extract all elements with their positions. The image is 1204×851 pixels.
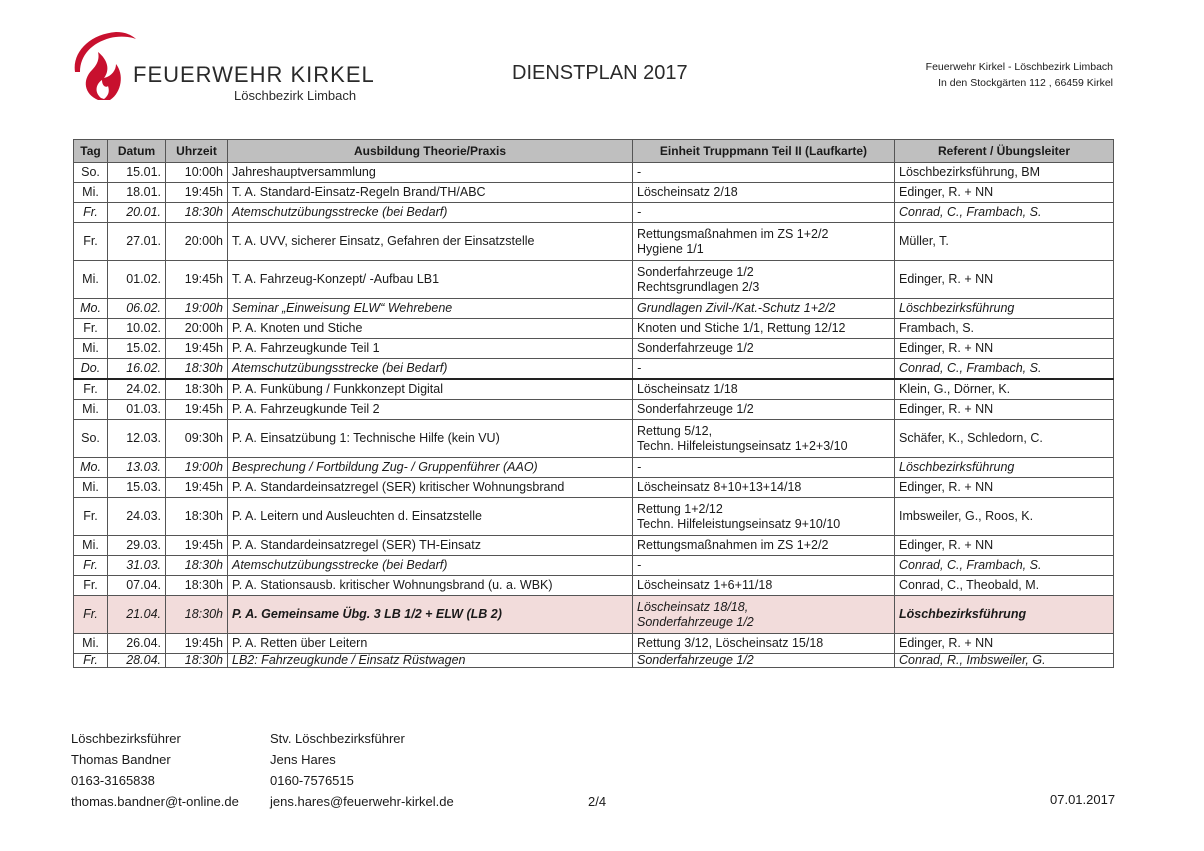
cell-ausbildung: Atemschutzübungsstrecke (bei Bedarf) [228,203,633,223]
cell-referent: Edinger, R. + NN [895,183,1114,203]
einheit-line-1: Grundlagen Zivil-/Kat.-Schutz 1+2/2 [637,301,836,315]
cell-einheit [633,556,895,576]
einheit-line-1: Knoten und Stiche 1/1, Rettung 12/12 [637,321,846,335]
einheit-line-1: - [637,205,642,219]
table-row [74,319,1114,339]
cell-ausbildung: Atemschutzübungsstrecke (bei Bedarf) [228,556,633,576]
cell-datum: 12.03. [108,420,166,458]
cell-einheit [633,359,895,380]
table-row [74,478,1114,498]
einheit-line-1: - [637,558,642,572]
cell-einheit [633,596,895,634]
cell-tag: Fr. [74,223,108,261]
cell-einheit [633,634,895,654]
table-row [74,299,1114,319]
cell-referent: Edinger, R. + NN [895,634,1114,654]
cell-tag: Fr. [74,498,108,536]
cell-ausbildung: P. A. Gemeinsame Übg. 3 LB 1/2 + ELW (LB 2) [228,596,633,634]
cell-referent: Löschbezirksführung [895,458,1114,478]
table-header-row [74,140,1114,163]
column-header-einheit: Einheit Truppmann Teil II (Laufkarte) [633,140,895,163]
cell-datum: 16.02. [108,359,166,380]
cell-datum: 10.02. [108,319,166,339]
cell-tag: Mo. [74,458,108,478]
einheit-line-2: Rechtsgrundlagen 2/3 [637,279,760,294]
cell-tag: Mi. [74,536,108,556]
cell-einheit [633,400,895,420]
cell-referent: Edinger, R. + NN [895,536,1114,556]
cell-einheit [633,458,895,478]
column-header-referent: Referent / Übungsleiter [895,140,1114,163]
table-row [74,654,1114,668]
page-number: 2/4 [588,794,607,809]
cell-referent: Edinger, R. + NN [895,478,1114,498]
einheit-line-1: - [637,460,642,474]
cell-datum: 24.03. [108,498,166,536]
cell-tag: Fr. [74,556,108,576]
cell-datum: 07.04. [108,576,166,596]
cell-ausbildung: P. A. Stationsausb. kritischer Wohnungsbrand (u. a. WBK) [228,576,633,596]
org-name: FEUERWEHR KIRKEL [133,62,375,87]
cell-ausbildung: P. A. Leitern und Ausleuchten d. Einsatzstelle [228,498,633,536]
einheit-line-2: Techn. Hilfeleistungseinsatz 9+10/10 [637,516,841,531]
table-row [74,163,1114,183]
cell-einheit [633,478,895,498]
table-row [74,576,1114,596]
table-row [74,498,1114,536]
cell-datum: 31.03. [108,556,166,576]
cell-uhrzeit: 20:00h [166,223,228,261]
cell-ausbildung: LB2: Fahrzeugkunde / Einsatz Rüstwagen [228,654,633,668]
cell-einheit [633,420,895,458]
cell-ausbildung: P. A. Fahrzeugkunde Teil 1 [228,339,633,359]
cell-datum: 26.04. [108,634,166,654]
table-row [74,556,1114,576]
table-row [74,339,1114,359]
cell-tag: Fr. [74,596,108,634]
einheit-line-1: Rettung 3/12, Löscheinsatz 15/18 [637,636,824,650]
column-header-datum: Datum [108,140,166,163]
address-line-2: In den Stockgärten 112 , 66459 Kirkel [938,77,1113,89]
einheit-line-1: Rettungsmaßnahmen im ZS 1+2/2 [637,538,829,552]
cell-uhrzeit: 18:30h [166,359,228,380]
document-date: 07.01.2017 [1050,792,1116,807]
cell-einheit [633,163,895,183]
einheit-line-1: Sonderfahrzeuge 1/2 [637,402,754,416]
cell-referent: Frambach, S. [895,319,1114,339]
table-row [74,420,1114,458]
cell-einheit [633,498,895,536]
cell-einheit [633,536,895,556]
cell-ausbildung: P. A. Einsatzübung 1: Technische Hilfe (kein VU) [228,420,633,458]
cell-uhrzeit: 19:45h [166,261,228,299]
cell-uhrzeit: 19:45h [166,536,228,556]
deputy-title: Stv. Löschbezirksführer [270,731,405,746]
cell-ausbildung: P. A. Standardeinsatzregel (SER) kritischer Wohnungsbrand [228,478,633,498]
cell-tag: Mi. [74,634,108,654]
cell-tag: Fr. [74,379,108,400]
cell-ausbildung: P. A. Retten über Leitern [228,634,633,654]
table-row [74,596,1114,634]
cell-datum: 15.01. [108,163,166,183]
einheit-line-1: - [637,165,642,179]
cell-uhrzeit: 19:00h [166,458,228,478]
cell-referent: Edinger, R. + NN [895,261,1114,299]
cell-datum: 15.03. [108,478,166,498]
cell-datum: 18.01. [108,183,166,203]
cell-tag: Mi. [74,478,108,498]
cell-uhrzeit: 20:00h [166,319,228,339]
cell-einheit [633,654,895,668]
cell-datum: 24.02. [108,379,166,400]
cell-einheit [633,319,895,339]
page-title: DIENSTPLAN 2017 [512,62,688,84]
cell-ausbildung: P. A. Standardeinsatzregel (SER) TH-Einsatz [228,536,633,556]
cell-referent: Klein, G., Dörner, K. [895,379,1114,400]
cell-ausbildung: T. A. Fahrzeug-Konzept/ -Aufbau LB1 [228,261,633,299]
cell-uhrzeit: 19:45h [166,478,228,498]
cell-referent: Imbsweiler, G., Roos, K. [895,498,1114,536]
cell-uhrzeit: 19:00h [166,299,228,319]
cell-einheit [633,339,895,359]
cell-datum: 13.03. [108,458,166,478]
cell-datum: 06.02. [108,299,166,319]
cell-ausbildung: T. A. UVV, sicherer Einsatz, Gefahren der Einsatzstelle [228,223,633,261]
cell-referent: Müller, T. [895,223,1114,261]
cell-referent: Conrad, C., Frambach, S. [895,359,1114,380]
cell-datum: 20.01. [108,203,166,223]
cell-datum: 01.03. [108,400,166,420]
cell-ausbildung: T. A. Standard-Einsatz-Regeln Brand/TH/ABC [228,183,633,203]
cell-ausbildung: P. A. Fahrzeugkunde Teil 2 [228,400,633,420]
cell-tag: Fr. [74,203,108,223]
deputy-email: jens.hares@feuerwehr-kirkel.de [270,794,454,809]
table-row [74,203,1114,223]
column-header-uhrzeit: Uhrzeit [166,140,228,163]
leader-email: thomas.bandner@t-online.de [71,794,239,809]
table-row [74,359,1114,380]
cell-ausbildung: Jahreshauptversammlung [228,163,633,183]
cell-tag: Fr. [74,319,108,339]
einheit-line-1: Rettungsmaßnahmen im ZS 1+2/2 [637,226,829,241]
cell-uhrzeit: 18:30h [166,203,228,223]
cell-einheit [633,203,895,223]
cell-datum: 28.04. [108,654,166,668]
einheit-line-1: Löscheinsatz 1+6+11/18 [637,578,773,592]
cell-ausbildung: Atemschutzübungsstrecke (bei Bedarf) [228,359,633,380]
cell-einheit [633,223,895,261]
table-row [74,400,1114,420]
cell-referent: Conrad, C., Theobald, M. [895,576,1114,596]
cell-tag: Fr. [74,654,108,668]
cell-uhrzeit: 18:30h [166,576,228,596]
einheit-line-1: Sonderfahrzeuge 1/2 [637,653,754,667]
cell-einheit [633,379,895,400]
cell-uhrzeit: 18:30h [166,596,228,634]
cell-referent: Conrad, R., Imbsweiler, G. [895,654,1114,668]
cell-uhrzeit: 18:30h [166,379,228,400]
cell-uhrzeit: 09:30h [166,420,228,458]
table-row [74,536,1114,556]
einheit-line-1: Rettung 1+2/12 [637,501,723,516]
cell-referent: Löschbezirksführung [895,299,1114,319]
cell-datum: 29.03. [108,536,166,556]
einheit-line-1: Löscheinsatz 2/18 [637,185,738,199]
deputy-phone: 0160-7576515 [270,773,354,788]
cell-uhrzeit: 18:30h [166,654,228,668]
cell-tag: So. [74,163,108,183]
einheit-line-1: Rettung 5/12, [637,423,713,438]
cell-tag: Mi. [74,339,108,359]
cell-referent: Edinger, R. + NN [895,339,1114,359]
cell-uhrzeit: 19:45h [166,339,228,359]
einheit-line-1: Löscheinsatz 18/18, [637,599,749,614]
cell-ausbildung: P. A. Funkübung / Funkkonzept Digital [228,379,633,400]
cell-tag: Mi. [74,183,108,203]
einheit-line-1: Löscheinsatz 8+10+13+14/18 [637,480,802,494]
table-row [74,458,1114,478]
cell-uhrzeit: 18:30h [166,556,228,576]
leader-phone: 0163-3165838 [71,773,155,788]
table-row [74,183,1114,203]
leader-title: Löschbezirksführer [71,731,181,746]
cell-tag: Mo. [74,299,108,319]
cell-datum: 27.01. [108,223,166,261]
einheit-line-2: Hygiene 1/1 [637,241,704,256]
cell-referent: Conrad, C., Frambach, S. [895,556,1114,576]
cell-tag: Do. [74,359,108,380]
cell-uhrzeit: 19:45h [166,183,228,203]
cell-einheit [633,183,895,203]
einheit-line-2: Techn. Hilfeleistungseinsatz 1+2+3/10 [637,438,848,453]
cell-einheit [633,261,895,299]
table-row [74,261,1114,299]
cell-einheit [633,299,895,319]
column-header-tag: Tag [74,140,108,163]
cell-einheit [633,576,895,596]
einheit-line-2: Sonderfahrzeuge 1/2 [637,614,754,629]
cell-referent: Schäfer, K., Schledorn, C. [895,420,1114,458]
cell-datum: 01.02. [108,261,166,299]
einheit-line-1: Sonderfahrzeuge 1/2 [637,264,754,279]
cell-tag: Fr. [74,576,108,596]
cell-tag: So. [74,420,108,458]
einheit-line-1: - [637,361,642,375]
cell-referent: Löschbezirksführung [895,596,1114,634]
org-subtitle: Löschbezirk Limbach [234,88,357,103]
cell-ausbildung: Seminar „Einweisung ELW“ Wehrebene [228,299,633,319]
einheit-line-1: Sonderfahrzeuge 1/2 [637,341,754,355]
address-line-1: Feuerwehr Kirkel - Löschbezirk Limbach [925,61,1113,73]
column-header-ausbildung: Ausbildung Theorie/Praxis [228,140,633,163]
cell-referent: Conrad, C., Frambach, S. [895,203,1114,223]
cell-uhrzeit: 19:45h [166,634,228,654]
leader-name: Thomas Bandner [71,752,171,767]
cell-referent: Edinger, R. + NN [895,400,1114,420]
table-row [74,223,1114,261]
cell-uhrzeit: 18:30h [166,498,228,536]
cell-datum: 21.04. [108,596,166,634]
cell-referent: Löschbezirksführung, BM [895,163,1114,183]
cell-uhrzeit: 19:45h [166,400,228,420]
cell-uhrzeit: 10:00h [166,163,228,183]
cell-ausbildung: P. A. Knoten und Stiche [228,319,633,339]
cell-tag: Mi. [74,400,108,420]
table-row [74,379,1114,400]
table-row [74,634,1114,654]
cell-ausbildung: Besprechung / Fortbildung Zug- / Gruppenführer (AAO) [228,458,633,478]
fire-logo-icon [70,30,140,105]
einheit-line-1: Löscheinsatz 1/18 [637,382,738,396]
cell-tag: Mi. [74,261,108,299]
schedule-table [73,139,1114,668]
cell-datum: 15.02. [108,339,166,359]
deputy-name: Jens Hares [270,752,336,767]
